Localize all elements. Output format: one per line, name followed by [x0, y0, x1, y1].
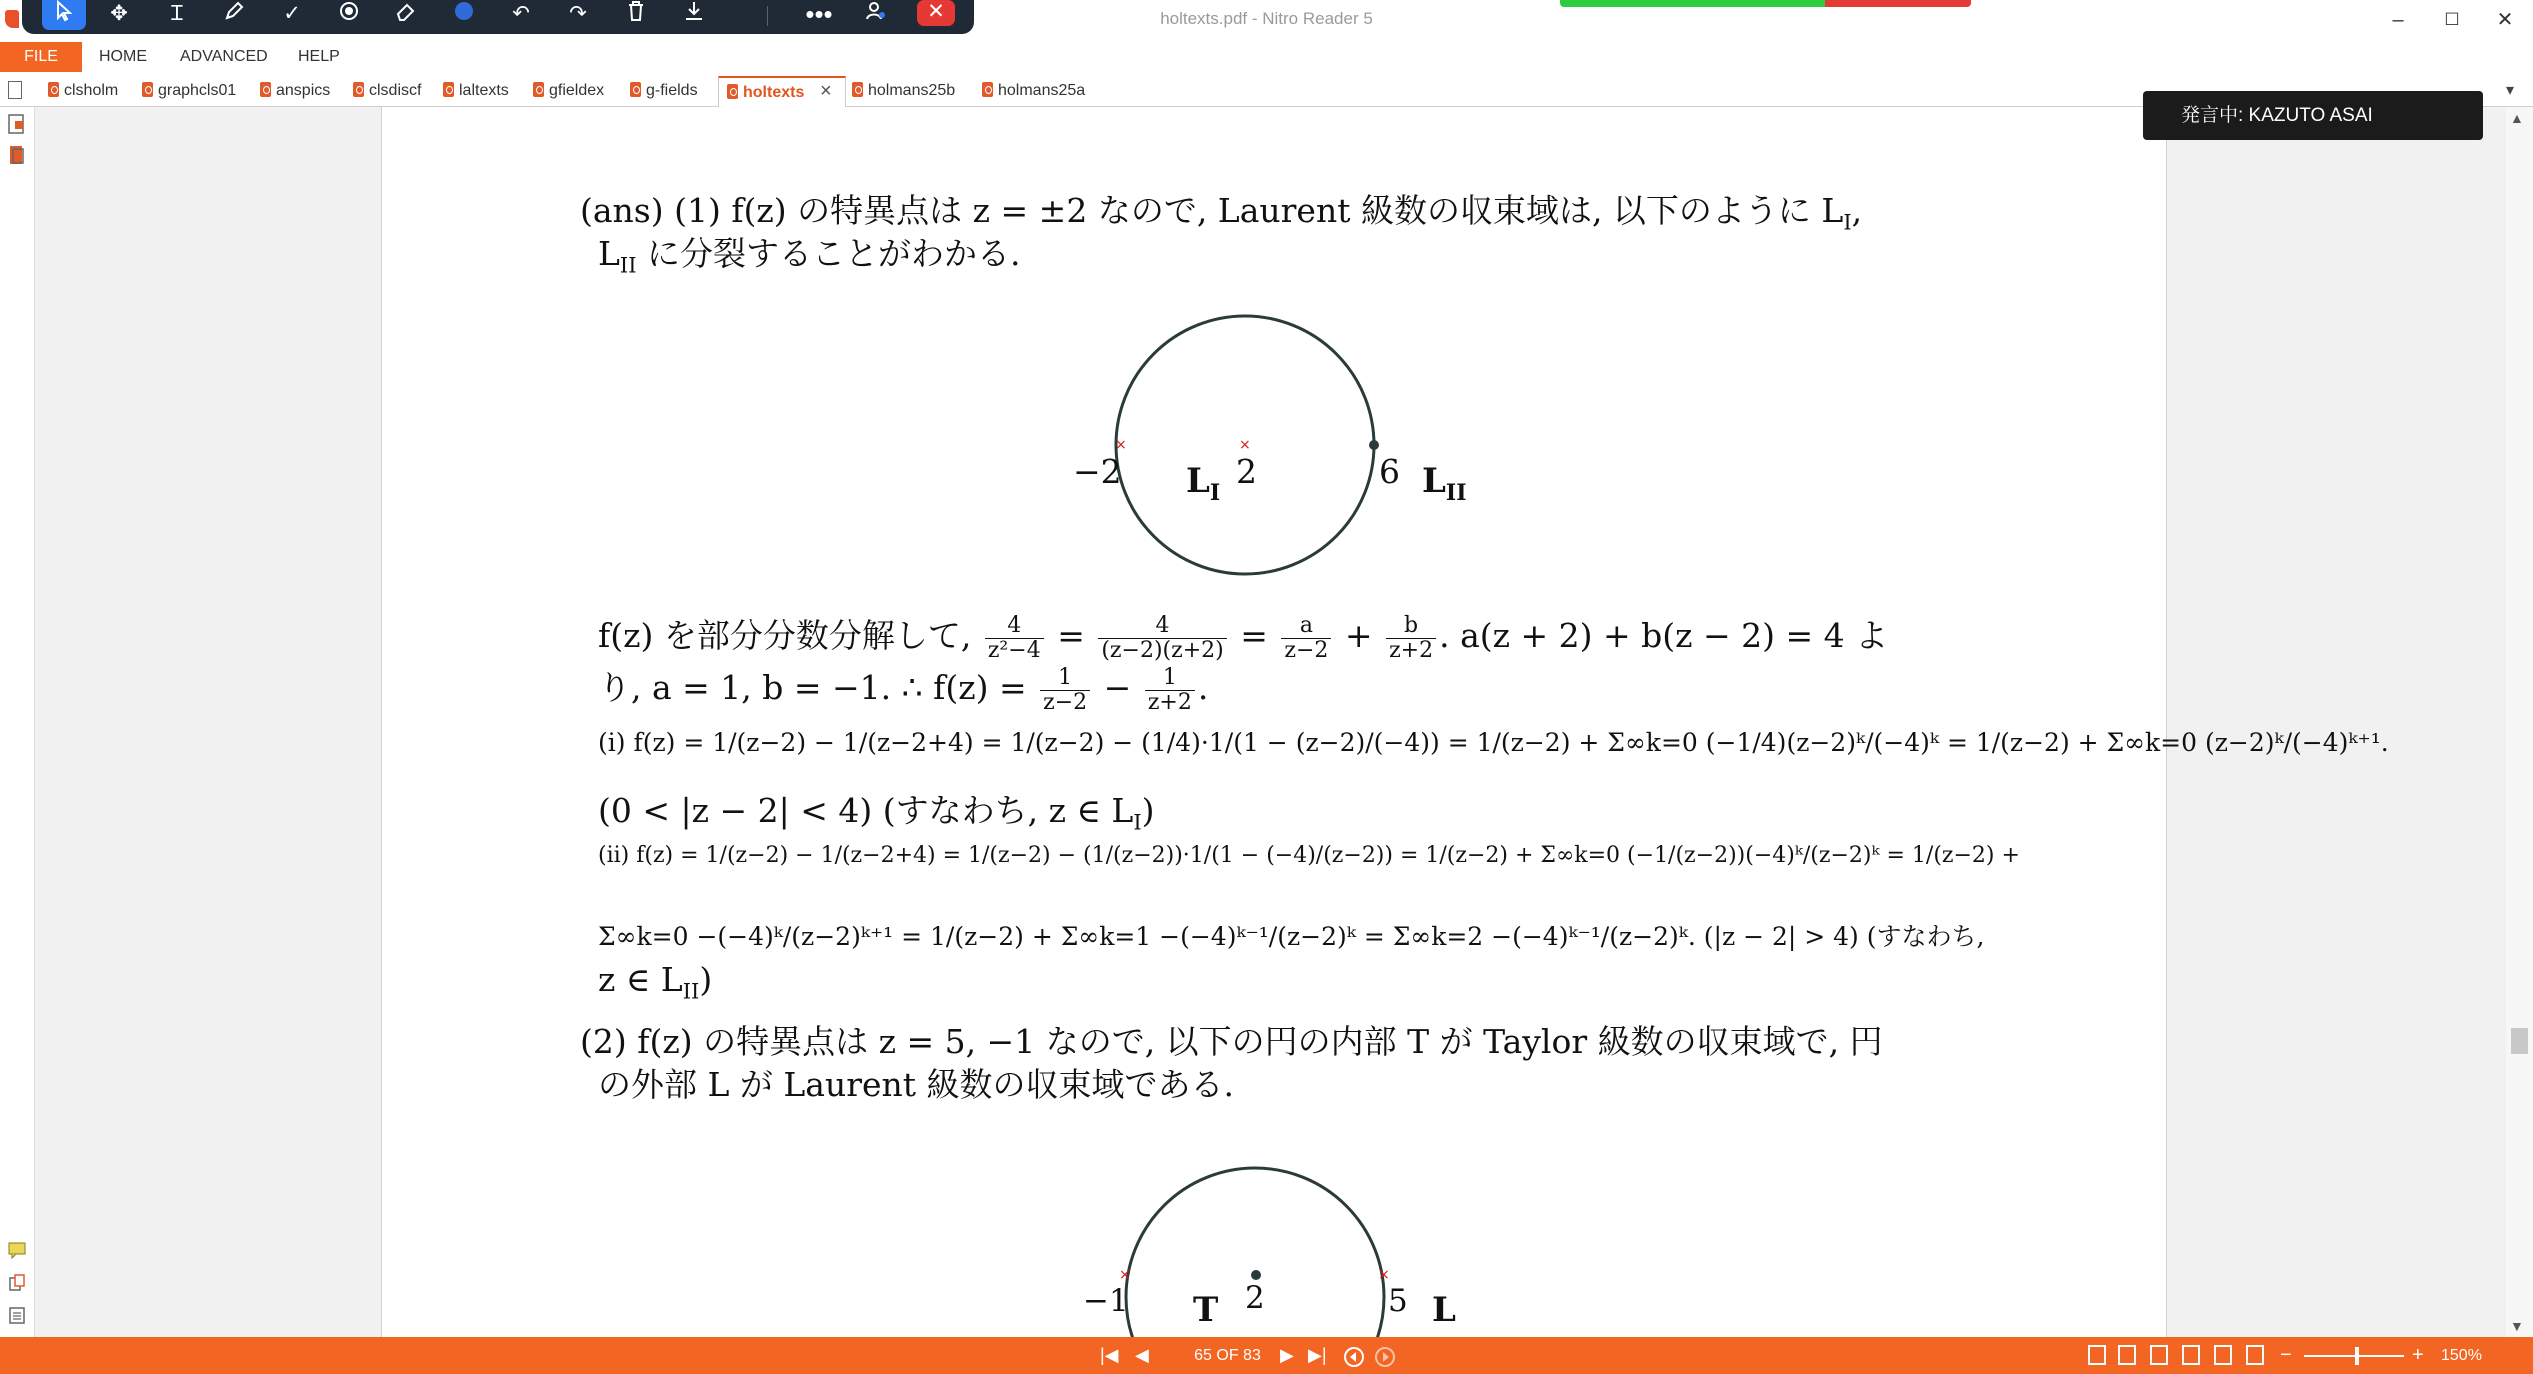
- zoom-slider-track[interactable]: [2304, 1355, 2404, 1357]
- tab-label: holtexts: [743, 84, 805, 101]
- users-tool-icon[interactable]: [854, 0, 898, 30]
- next-page-button[interactable]: ▶: [1280, 1345, 1294, 1365]
- page-indicator[interactable]: 65 OF 83: [1194, 1347, 1261, 1364]
- color-tool-icon[interactable]: [442, 0, 486, 30]
- pdf-icon: [727, 84, 738, 99]
- zoom-out-button[interactable]: −: [2280, 1344, 2292, 1366]
- pdf-icon: [48, 82, 59, 97]
- pan-tool-icon[interactable]: ✥: [110, 2, 128, 25]
- close-toolbar-icon[interactable]: ✕: [917, 0, 955, 26]
- center-point-2: [1251, 1270, 1261, 1280]
- redo-tool-icon[interactable]: ↷: [569, 2, 587, 25]
- speaking-indicator: 発言中: KAZUTO ASAI: [2143, 91, 2483, 140]
- pdf-icon: [982, 82, 993, 97]
- first-page-button[interactable]: |◀: [1100, 1345, 1119, 1365]
- question-2-line-2: の外部 L が Laurent 級数の収束域である.: [598, 1065, 1235, 1104]
- region-label-T: T: [1193, 1290, 1219, 1330]
- tab-clsdiscf[interactable]: [353, 76, 421, 106]
- text-tool-icon[interactable]: Ɪ: [171, 2, 183, 25]
- singularity-mark-minus2: ×: [1115, 437, 1127, 453]
- partial-fraction-line-2: り, a = 1, b = −1. ∴ f(z) = $\frac{1}{z-2}$ − $\frac{1}{z+2}$ .: [598, 664, 1209, 715]
- case-ii-expansion-1: (ii) f(z) = 1/(z−2) − 1/(z−2+4) = 1/(z−2) − (1/(z−2))·1/(1 − (−4)/(z−2)) = 1/(z−2) + Σ∞k=0 (−1/(z−2))(−4)ᵏ/(z−2)ᵏ = 1/(z−2) +: [598, 843, 2020, 868]
- check-tool-icon[interactable]: ✓: [283, 2, 301, 25]
- progress-bar-red: [1825, 0, 1971, 7]
- tab-close-icon[interactable]: ×: [820, 80, 832, 102]
- tab-overflow-icon[interactable]: ▾: [2506, 82, 2515, 99]
- label-5: 5: [1388, 1283, 1408, 1319]
- facing-continuous-view-icon[interactable]: [2182, 1345, 2200, 1365]
- label-2-second: 2: [1245, 1280, 1265, 1316]
- singularity-mark-2: ×: [1239, 437, 1251, 453]
- tab-label: laltexts: [459, 82, 509, 99]
- pdf-icon: [353, 82, 364, 97]
- vertical-scrollbar[interactable]: [2506, 107, 2533, 1337]
- tab-clsholm[interactable]: [48, 76, 118, 106]
- case-ii-condition: z ∈ $L_{II}$): [598, 960, 713, 1004]
- left-panel-strip: [0, 107, 35, 1337]
- menu-home[interactable]: HOME: [99, 48, 147, 65]
- close-window-button[interactable]: ✕: [2496, 9, 2514, 31]
- fit-width-icon[interactable]: [2214, 1345, 2232, 1365]
- canvas-left-gutter: [35, 107, 382, 1337]
- diagram-1: [1100, 305, 1400, 590]
- tab-laltexts[interactable]: [443, 76, 509, 106]
- attachments-icon[interactable]: [7, 1273, 27, 1295]
- case-i-condition: (0 < |z − 2| < 4) (すなわち, z ∈ $L_I$): [598, 791, 1155, 835]
- menu-bar: [0, 40, 2533, 70]
- comments-icon[interactable]: [7, 1240, 27, 1262]
- tab-g-fields[interactable]: [630, 76, 698, 106]
- label-minus-2: −2: [1073, 452, 1122, 491]
- menu-advanced[interactable]: ADVANCED: [180, 48, 268, 65]
- region-label-L: L: [1432, 1290, 1456, 1330]
- menu-help[interactable]: HELP: [298, 48, 340, 65]
- tab-anspics[interactable]: [260, 76, 330, 106]
- continuous-view-icon[interactable]: [2118, 1345, 2136, 1365]
- singularity-mark-minus1: ×: [1119, 1267, 1131, 1283]
- select-tool-icon[interactable]: [42, 0, 86, 30]
- canvas-right-gutter: [2166, 107, 2507, 1337]
- tab-label: clsholm: [64, 82, 119, 99]
- pen-tool-icon[interactable]: [212, 0, 256, 30]
- case-i-expansion: (i) f(z) = 1/(z−2) − 1/(z−2+4) = 1/(z−2) − (1/4)·1/(1 − (z−2)/(−4)) = 1/(z−2) + Σ∞k=0 (−1/4)(z−2)ᵏ/(−4)ᵏ = 1/(z−2) + Σ∞k=0 (z−2)ᵏ/(−4)ᵏ⁺¹.: [598, 728, 2389, 757]
- zoom-slider-thumb[interactable]: [2355, 1347, 2359, 1365]
- label-6: 6: [1379, 452, 1400, 491]
- pdf-icon: [260, 82, 271, 97]
- annotation-toolbar: [22, 0, 974, 34]
- pdf-icon: [852, 82, 863, 97]
- label-minus-1: −1: [1083, 1283, 1129, 1319]
- pdf-icon: [443, 82, 454, 97]
- label-2: 2: [1236, 452, 1257, 491]
- pdf-icon: [630, 82, 641, 97]
- minimize-button[interactable]: –: [2392, 9, 2404, 31]
- answer-line-2: $L_{II}$ に分裂することがわかる.: [598, 234, 1021, 278]
- tab-label: g-fields: [646, 82, 698, 99]
- forward-view-icon[interactable]: [1374, 1346, 1396, 1373]
- zoom-level[interactable]: 150%: [2441, 1347, 2482, 1364]
- case-ii-expansion-2: Σ∞k=0 −(−4)ᵏ/(z−2)ᵏ⁺¹ = 1/(z−2) + Σ∞k=1 −(−4)ᵏ⁻¹/(z−2)ᵏ = Σ∞k=2 −(−4)ᵏ⁻¹/(z−2)ᵏ. (|z − 2| > 4) (すなわち,: [598, 922, 1985, 951]
- full-screen-icon[interactable]: [2246, 1345, 2264, 1365]
- toolbar-divider: [767, 6, 768, 26]
- pdf-icon: [533, 82, 544, 97]
- scroll-thumb[interactable]: [2511, 1028, 2528, 1054]
- tab-label: holmans25b: [868, 82, 956, 99]
- tab-graphcls01[interactable]: [142, 76, 236, 106]
- download-tool-icon[interactable]: [672, 0, 716, 30]
- partial-fraction-line-1: f(z) を部分分数分解して, $\frac{4}{\text{z²−4}}$ = $\frac{4}{(z-2)(z+2)}$ = $\frac{a}{z-2}$ + $\frac{b}{z+2}$ . a(z + 2) + b(z − 2) = 4 よ: [598, 612, 1889, 663]
- stamp-tool-icon[interactable]: [327, 0, 371, 30]
- pages-icon[interactable]: [7, 144, 27, 166]
- point-6: [1369, 440, 1379, 450]
- tab-holmans25b[interactable]: [852, 76, 955, 106]
- pdf-icon: [142, 82, 153, 97]
- zoom-in-button[interactable]: +: [2412, 1344, 2424, 1366]
- facing-view-icon[interactable]: [2150, 1345, 2168, 1365]
- more-tool-icon[interactable]: •••: [805, 0, 833, 29]
- singularity-mark-5: ×: [1378, 1267, 1390, 1283]
- question-2-line-1: (2) f(z) の特異点は z = 5, −1 なので, 以下の円の内部 T が Taylor 級数の収束域で, 円: [580, 1022, 1883, 1061]
- region-label-LII: $L_{II}$: [1422, 461, 1467, 506]
- undo-tool-icon[interactable]: ↶: [512, 2, 530, 25]
- prev-page-button[interactable]: ◀: [1135, 1345, 1149, 1365]
- menu-file[interactable]: FILE: [0, 42, 82, 72]
- bookmarks-icon[interactable]: [7, 113, 27, 135]
- scroll-down-icon[interactable]: ▼: [2510, 1318, 2524, 1334]
- progress-bar-green: [1560, 0, 1825, 7]
- tab-gfieldex[interactable]: [533, 76, 604, 106]
- single-page-view-icon[interactable]: [2088, 1345, 2106, 1365]
- maximize-button[interactable]: ☐: [2444, 10, 2460, 29]
- window-title: holtexts.pdf - Nitro Reader 5: [1160, 9, 1373, 28]
- eraser-tool-icon[interactable]: [384, 0, 428, 30]
- tab-holmans25a[interactable]: [982, 76, 1085, 106]
- back-view-icon[interactable]: [1343, 1346, 1365, 1373]
- last-page-button[interactable]: ▶|: [1308, 1345, 1327, 1365]
- tab-label: anspics: [276, 82, 331, 99]
- tab-label: gfieldex: [549, 82, 605, 99]
- layers-icon[interactable]: [7, 1305, 27, 1327]
- tab-label: graphcls01: [158, 82, 237, 99]
- answer-line-1: (ans) (1) f(z) の特異点は z = ±2 なので, Laurent 級数の収束域は, 以下のように $L_I$,: [580, 191, 1863, 235]
- delete-tool-icon[interactable]: [614, 0, 658, 30]
- page-icon[interactable]: [8, 81, 22, 99]
- tab-label: clsdiscf: [369, 82, 422, 99]
- tab-label: holmans25a: [998, 82, 1086, 99]
- scroll-up-icon[interactable]: ▲: [2510, 110, 2524, 126]
- region-label-LI: $L_I$: [1186, 461, 1221, 506]
